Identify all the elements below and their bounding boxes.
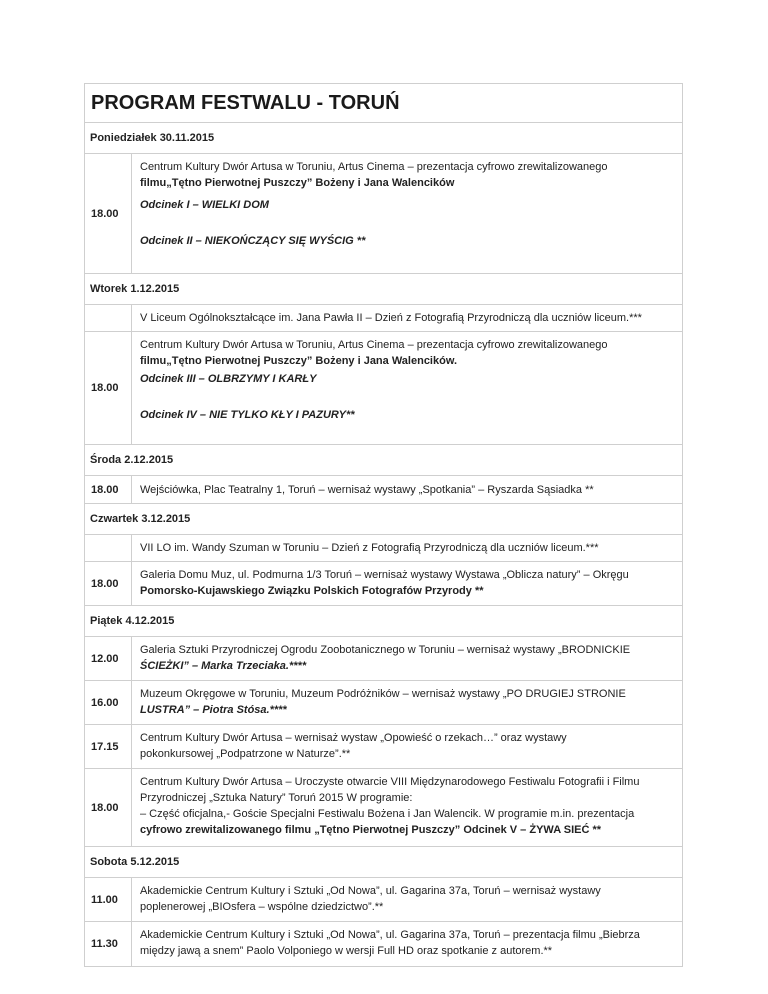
event-text: – Część oficjalna,- Goście Specjalni Festiwalu Bożena i Jan Walencik. W programie m.in. prezentacja <box>140 808 635 820</box>
table-row <box>85 154 682 274</box>
event-text: filmu„Tętno Pierwotnej Puszczy” Bożeny i Jana Walencików. <box>140 355 458 367</box>
event-time: 16.00 <box>85 681 132 724</box>
event-text: Galeria Sztuki Przyrodniczej Ogrodu Zoobotanicznego w Toruniu – wernisaż wystawy „BRODNICKIE <box>140 644 631 656</box>
event-text: Odcinek II – NIEKOŃCZĄCY SIĘ WYŚCIG ** <box>140 235 366 247</box>
day-header: Czwartek 3.12.2015 <box>85 504 682 535</box>
event-text: Odcinek III – OLBRZYMY I KARŁY <box>140 373 317 385</box>
event-text: V Liceum Ogólnokształcące im. Jana Pawła II – Dzień z Fotografią Przyrodniczą dla uczniów liceum.*** <box>140 312 642 324</box>
event-text: Centrum Kultury Dwór Artusa – Uroczyste otwarcie VIII Międzynarodowego Festiwalu Fotografii i Filmu <box>140 776 640 788</box>
event-text: Przyrodniczej „Sztuka Natury” Toruń 2015 W programie: <box>140 792 413 804</box>
event-time: 18.00 <box>85 562 132 605</box>
event-description <box>132 305 682 331</box>
event-time <box>85 535 132 561</box>
event-description <box>132 562 682 605</box>
page-title: PROGRAM FESTWALU - TORUŃ <box>85 84 682 123</box>
event-description <box>132 681 682 724</box>
event-time: 18.00 <box>85 476 132 503</box>
table-row <box>85 769 682 847</box>
table-row <box>85 922 682 967</box>
event-time: 11.00 <box>85 878 132 921</box>
event-time: 17.15 <box>85 725 132 768</box>
event-description <box>132 332 682 444</box>
event-text: między jawą a snem” Paolo Volponiego w wersji Full HD oraz spotkanie z autorem.** <box>140 945 553 957</box>
event-time: 18.00 <box>85 769 132 846</box>
day-header: Sobota 5.12.2015 <box>85 847 682 878</box>
event-text: Akademickie Centrum Kultury i Sztuki „Od Nowa”, ul. Gagarina 37a, Toruń – prezentacja filmu „Biebrza <box>140 929 640 941</box>
event-description <box>132 535 682 561</box>
day-header: Piątek 4.12.2015 <box>85 606 682 637</box>
event-text: VII LO im. Wandy Szuman w Toruniu – Dzień z Fotografią Przyrodniczą dla uczniów liceum.*** <box>140 542 599 554</box>
event-description <box>132 476 682 503</box>
table-row <box>85 681 682 725</box>
event-time: 18.00 <box>85 332 132 444</box>
event-description <box>132 637 682 680</box>
table-row <box>85 305 682 332</box>
event-text: Pomorsko-Kujawskiego Związku Polskich Fotografów Przyrody ** <box>140 585 484 597</box>
event-text: Muzeum Okręgowe w Toruniu, Muzeum Podróżników – wernisaż wystawy „PO DRUGIEJ STRONIE <box>140 688 626 700</box>
table-row <box>85 562 682 606</box>
day-header: Wtorek 1.12.2015 <box>85 274 682 305</box>
event-time: 11.30 <box>85 922 132 966</box>
event-description <box>132 922 682 966</box>
event-time <box>85 305 132 331</box>
event-text: Odcinek I – WIELKI DOM <box>140 199 269 211</box>
event-description <box>132 878 682 921</box>
table-row <box>85 535 682 562</box>
event-text: Centrum Kultury Dwór Artusa – wernisaż wystaw „Opowieść o rzekach…” oraz wystawy <box>140 732 567 744</box>
event-time: 12.00 <box>85 637 132 680</box>
day-header: Poniedziałek 30.11.2015 <box>85 123 682 154</box>
event-text: cyfrowo zrewitalizowanego filmu „Tętno Pierwotnej Puszczy” Odcinek V – ŻYWA SIEĆ ** <box>140 824 602 836</box>
program-table <box>84 83 683 967</box>
event-description <box>132 154 682 273</box>
day-header: Środa 2.12.2015 <box>85 445 682 476</box>
event-text: ŚCIEŻKI” – Marka Trzeciaka.**** <box>140 660 307 672</box>
event-text: Centrum Kultury Dwór Artusa w Toruniu, Artus Cinema – prezentacja cyfrowo zrewitalizowanego <box>140 339 608 351</box>
event-text: Centrum Kultury Dwór Artusa w Toruniu, Artus Cinema – prezentacja cyfrowo zrewitalizowanego <box>140 161 608 173</box>
event-text: Wejściówka, Plac Teatralny 1, Toruń – wernisaż wystawy „Spotkania” – Ryszarda Sąsiadka ** <box>140 483 594 496</box>
event-text: poplenerowej „BIOsfera – wspólne dziedzictwo”.** <box>140 901 384 913</box>
event-text: Galeria Domu Muz, ul. Podmurna 1/3 Toruń – wernisaż wystawy Wystawa „Oblicza natury” – Okręgu <box>140 569 629 581</box>
event-text: pokonkursowej „Podpatrzone w Naturze”.** <box>140 748 351 760</box>
table-row <box>85 878 682 922</box>
event-time: 18.00 <box>85 154 132 273</box>
event-text: filmu„Tętno Pierwotnej Puszczy” Bożeny i Jana Walencików <box>140 177 455 189</box>
table-row <box>85 637 682 681</box>
table-row <box>85 725 682 769</box>
table-row <box>85 332 682 445</box>
event-description <box>132 769 682 846</box>
table-row <box>85 476 682 504</box>
event-text: Akademickie Centrum Kultury i Sztuki „Od Nowa”, ul. Gagarina 37a, Toruń – wernisaż wystawy <box>140 885 601 897</box>
event-text: Odcinek IV – NIE TYLKO KŁY I PAZURY** <box>140 409 355 421</box>
event-text: LUSTRA” – Piotra Stósa.**** <box>140 704 287 716</box>
event-description <box>132 725 682 768</box>
